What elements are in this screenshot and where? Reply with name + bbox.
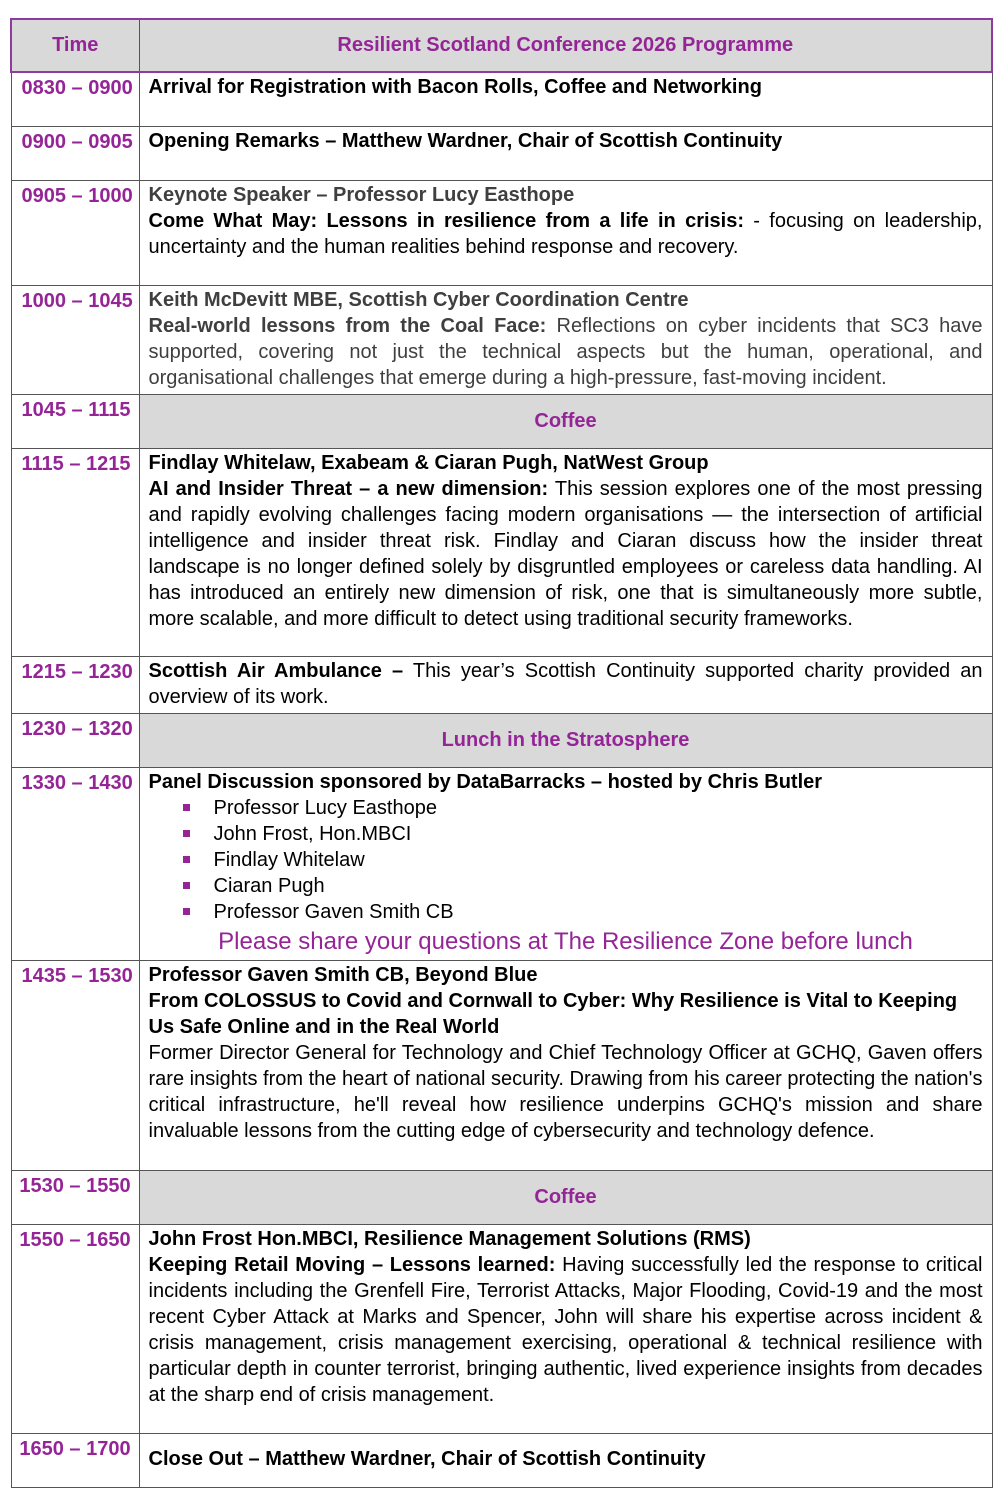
table-row xyxy=(11,713,992,767)
table-row xyxy=(11,448,992,656)
time-cell: 1435 – 1530 xyxy=(11,960,139,1170)
panelist-name: Professor Lucy Easthope xyxy=(213,796,437,819)
bullet-icon xyxy=(183,882,190,889)
bullet-icon xyxy=(183,856,190,863)
table-row xyxy=(11,1170,992,1224)
list-item xyxy=(183,821,983,847)
time-cell: 1045 – 1115 xyxy=(11,394,139,448)
session-talk-title: Keeping Retail Moving – Lessons learned: xyxy=(148,1253,556,1276)
time-column-header: Time xyxy=(11,19,139,72)
table-row xyxy=(11,767,992,960)
break-cell: Coffee xyxy=(139,394,992,448)
time-cell: 1550 – 1650 xyxy=(11,1224,139,1433)
session-description: Having successfully led the response to critical incidents including the Grenfell Fire, Terrorist Attacks, Major Flooding, Covid-19 and the most recent Cyber Attack at Marks and Spencer, John will share his expertise across incident & crisis management, crisis management exercising, operational & technical resilience with particular depth in counter terrorist, bringing authentic, lived experience insights from decades at the sharp end of crisis management. xyxy=(148,1253,983,1406)
break-cell: Coffee xyxy=(139,1170,992,1224)
break-cell: Lunch in the Stratosphere xyxy=(139,713,992,767)
session-description: This session explores one of the most pressing and rapidly evolving challenges facing modern organisations — the intersection of artificial intelligence and insider threat risk. Findlay and Ciaran discuss how the insider threat landscape is no longer defined solely by disgruntled employees or careless data handling. AI has introduced an entirely new dimension of risk, one that is simultaneously more subtle, more scalable, and more difficult to detect using traditional security frameworks. xyxy=(148,477,983,630)
panelist-name: Professor Gaven Smith CB xyxy=(213,900,454,923)
time-cell: 1230 – 1320 xyxy=(11,713,139,767)
session-title: Close Out – Matthew Wardner, Chair of Scottish Continuity xyxy=(139,1433,992,1487)
session-description: This year’s Scottish Continuity supported charity provided an overview of its work. xyxy=(148,659,983,708)
table-row xyxy=(11,1433,992,1487)
session-speaker: Keith McDevitt MBE, Scottish Cyber Coordination Centre xyxy=(148,288,689,311)
session-talk-title: Scottish Air Ambulance – xyxy=(148,659,404,682)
session-speaker: Keynote Speaker – Professor Lucy Easthope xyxy=(148,183,575,206)
panelist-name: John Frost, Hon.MBCI xyxy=(213,822,412,845)
bullet-icon xyxy=(183,830,190,837)
list-item xyxy=(183,795,983,821)
session-cell xyxy=(139,767,992,960)
time-cell: 1115 – 1215 xyxy=(11,448,139,656)
session-speaker: John Frost Hon.MBCI, Resilience Management Solutions (RMS) xyxy=(148,1227,751,1250)
programme-title: Resilient Scotland Conference 2026 Programme xyxy=(139,19,992,72)
questions-note: Please share your questions at The Resilience Zone before lunch xyxy=(218,927,913,955)
table-row xyxy=(11,960,992,1170)
session-cell xyxy=(139,656,992,713)
panelist-name: Findlay Whitelaw xyxy=(213,848,365,871)
table-row xyxy=(11,285,992,394)
session-speaker: Findlay Whitelaw, Exabeam & Ciaran Pugh, NatWest Group xyxy=(148,451,709,474)
bullet-icon xyxy=(183,804,190,811)
session-talk-title: AI and Insider Threat – a new dimension: xyxy=(148,477,549,500)
list-item xyxy=(183,847,983,873)
time-cell: 1330 – 1430 xyxy=(11,767,139,960)
list-item xyxy=(183,899,983,925)
table-row xyxy=(11,1224,992,1433)
list-item xyxy=(183,873,983,899)
table-row xyxy=(11,394,992,448)
session-talk-title: Real-world lessons from the Coal Face: xyxy=(148,314,547,337)
session-title: Arrival for Registration with Bacon Rolls, Coffee and Networking xyxy=(139,72,992,126)
session-description: Former Director General for Technology and Chief Technology Officer at GCHQ, Gaven offers rare insights from the heart of national security. Drawing from his career protecting the nation's critical infrastructure, he'll reveal how resilience underpins GCHQ's mission and share invaluable lessons from the cutting edge of cybersecurity and technology defence. xyxy=(148,1041,983,1142)
session-cell xyxy=(139,1224,992,1433)
session-cell xyxy=(139,180,992,285)
time-cell: 1215 – 1230 xyxy=(11,656,139,713)
time-cell: 1000 – 1045 xyxy=(11,285,139,394)
session-title: Panel Discussion sponsored by DataBarracks – hosted by Chris Butler xyxy=(148,770,823,793)
session-speaker: Professor Gaven Smith CB, Beyond Blue xyxy=(148,963,538,986)
panelist-name: Ciaran Pugh xyxy=(213,874,325,897)
bullet-icon xyxy=(183,908,190,915)
time-cell: 0830 – 0900 xyxy=(11,72,139,126)
session-cell xyxy=(139,285,992,394)
session-title: Opening Remarks – Matthew Wardner, Chair of Scottish Continuity xyxy=(139,126,992,180)
time-cell: 0900 – 0905 xyxy=(11,126,139,180)
table-row xyxy=(11,180,992,285)
header-row xyxy=(11,19,992,72)
session-description: Reflections on cyber incidents that SC3 have supported, covering not just the technical aspects but the human, operational, and organisational challenges that emerge during a high-pressure, fast-moving incident. xyxy=(148,314,983,389)
time-cell: 1530 – 1550 xyxy=(11,1170,139,1224)
table-row xyxy=(11,126,992,180)
session-talk-title: Come What May: Lessons in resilience from a life in crisis: xyxy=(148,209,744,232)
session-description: - focusing on leadership, uncertainty and the human realities behind response and recovery. xyxy=(148,209,983,258)
time-cell: 1650 – 1700 xyxy=(11,1433,139,1487)
session-cell xyxy=(139,960,992,1170)
panel-list xyxy=(149,795,983,925)
table-row xyxy=(11,72,992,126)
session-cell xyxy=(139,448,992,656)
table-row xyxy=(11,656,992,713)
time-cell: 0905 – 1000 xyxy=(11,180,139,285)
programme-table xyxy=(10,18,993,1488)
session-talk-title: From COLOSSUS to Covid and Cornwall to Cyber: Why Resilience is Vital to Keeping Us Safe Online and in the Real World xyxy=(148,989,958,1038)
